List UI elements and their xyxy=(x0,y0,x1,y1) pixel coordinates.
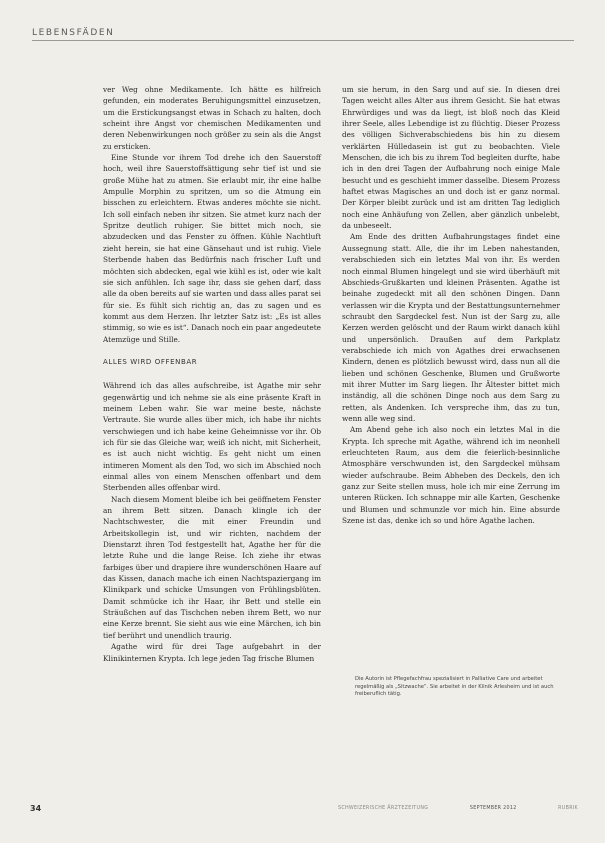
paragraph: Agathe wird für drei Tage aufgebahrt in der Klinikinternen Krypta. Ich lege jeden Tag frische Blumen xyxy=(103,642,321,663)
footer-publication: SCHWEIZERISCHE ÄRZTEZEITUNG xyxy=(338,806,429,811)
header-rule xyxy=(32,40,574,41)
footer-extra: RUBRIK xyxy=(558,806,578,811)
section-header: LEBENSFÄDEN xyxy=(32,28,115,38)
footer-issue: SEPTEMBER 2012 xyxy=(469,806,517,811)
footer xyxy=(338,806,578,811)
paragraph: Eine Stunde vor ihrem Tod drehe ich den Sauerstoff hoch, weil ihre Sauerstoffsättigung sehr tief ist und sie große Mühe hat zu atmen. Sie erlaubt mir, ihr eine halbe Ampulle Morphin zu spritzen, um so die Atmung ein bisschen zu erleichtern. Etwas anderes möchte sie nicht. Ich soll einfach neben ihr sitzen. Sie atmet kurz nach der Spritze deutlich ruhiger. Sie bittet mich noch, sie abzudecken und das Fenster zu öffnen. Kühle Nachtluft zieht herein, sie hat eine Gänsehaut und ist ruhig. Viele Sterbende haben das Bedürfnis nach frischer Luft und möchten sich abdecken, egal wie kühl es ist, oder wie kalt sie sich anfühlen. Ich sage ihr, dass sie gehen darf, dass alle da oben bereits auf sie warten und dass alles parat sei für sie. Es fühlt sich richtig an, das zu sagen und es kommt aus dem Herzen. Ihr letzter Satz ist: „Es ist alles stimmig, so wie es ist“. Danach noch ein paar angedeutete Atemzüge und Stille. xyxy=(103,153,321,344)
paragraph: ver Weg ohne Medikamente. Ich hätte es hilfreich gefunden, ein moderates Beruhigungsmittel einzusetzen, um die Erstickungsangst etwas in Schach zu halten, doch scheint ihre Angst vor chemischen Medikamenten und deren Nebenwirkungen noch größer zu sein als die Angst zu ersticken. xyxy=(103,85,321,151)
text-column-left xyxy=(103,84,321,664)
paragraph: Am Abend gehe ich also noch ein letztes Mal in die Krypta. Ich spreche mit Agathe, während ich im neonhell erleuchteten Raum, aus dem die feierlich-besinnliche Atmosphäre verschwunden ist, den Sargdeckel mühsam wieder aufschraube. Beim Abheben des Deckels, den ich ganz zur Seite stellen muss, hole ich mir eine Zerrung im unteren Rücken. Ich schnappe mir alle Karten, Geschenke und Blumen und schmunzle vor mich hin. Eine absurde Szene ist das, denke ich so und höre Agathe lachen. xyxy=(342,425,560,526)
subheading: ALLES WIRD OFFENBAR xyxy=(103,357,198,366)
paragraph: um sie herum, in den Sarg und auf sie. In diesen drei Tagen weicht alles Alter aus ihrem Gesicht. Sie hat etwas Ehrwürdiges und was da liegt, ist bloß noch das Kleid ihrer Seele, alles Lebendige ist zu flüchtig. Dieser Prozess des völligen Sichverabschiedens bis hin zu diesem verklärten Hülledasein ist gut zu beobachten. Viele Menschen, die ich bis zu ihrem Tod begleiten durfte, habe ich in den drei Tagen der Aufbahrung noch einige Male besucht und es geschieht immer dasselbe. Diesem Prozess haftet etwas Magisches an und doch ist er ganz normal. Der Körper bleibt zurück und ist am dritten Tag lediglich noch eine Anhäufung von Zellen, aber gänzlich unbelebt, da unbeseelt. xyxy=(342,85,560,231)
author-note: Die Autorin ist Pflegefachfrau spezialisiert in Palliative Care und arbeitet regelmäßig als „Sitzwache“. Sie arbeitet in der Klinik Arlesheim und ist auch freiberuflich tätig. xyxy=(355,676,554,698)
paragraph: Während ich das alles aufschreibe, ist Agathe mir sehr gegenwärtig und ich nehme sie als eine präsente Kraft in meinem Leben wahr. Sie war meine beste, nächste Vertraute. Sie wurde alles über mich, ich habe ihr nichts verschwiegen und ich habe keine Geheimnisse vor ihr. Ob ich für sie das Gleiche war, weiß ich nicht, mit Sicherheit, es ist auch nicht wichtig. Es geht nicht um einen intimeren Moment als den Tod, wo sich im Abschied noch einmal alles von einem Menschen offenbart und dem Sterbenden alles offenbar wird. xyxy=(103,381,321,493)
paragraph: Am Ende des dritten Aufbahrungstages findet eine Aussegnung statt. Alle, die ihr im Leben nahestanden, verabschieden sich ein letztes Mal von ihr. Es werden noch einmal Blumen hingelegt und sie wird überhäuft mit Abschieds-Grußkarten und kleinen Präsenten. Agathe ist beinahe zugedeckt mit all den schönen Dingen. Dann verlassen wir die Krypta und der Bestattungsunternehmer schraubt den Sargdeckel fest. Nun ist der Sarg zu, alle Kerzen werden gelöscht und der Raum wirkt danach kühl und unpersönlich. Draußen auf dem Parkplatz verabschiede ich mich von Agathes drei erwachsenen Kindern, denen es plötzlich bewusst wird, dass nun all die lieben und schönen Geschenke, Blumen und Grußworte mit ihrer Mutter im Sarg liegen. Ihr Ältester bittet mich inständig, all die schönen Dinge noch aus dem Sarg zu retten, als Andenken. Ich verspreche ihm, das zu tun, wenn alle weg sind. xyxy=(342,232,560,423)
text-column-right xyxy=(342,84,560,526)
page-number: 34 xyxy=(30,804,42,813)
paragraph: Nach diesem Moment bleibe ich bei geöffnetem Fenster an ihrem Bett sitzen. Danach klingle ich der Nachtschwester, die mit einer Freundin und Arbeitskollegin ist, und wir richten, nachdem der Dienstarzt ihren Tod festgestellt hat, Agathe her für die letzte Ruhe und die lange Reise. Ich ziehe ihr etwas farbiges über und drapiere ihre wunderschönen Haare auf das Kissen, danach mache ich einen Nachtspaziergang im Klinikpark und schicke Umsungen von Frühlingsblüten. Damit schmücke ich ihr Haar, ihr Bett und stelle ein Sträußchen auf das Tischchen neben ihrem Bett, wo nur eine Kerze brennt. Sie sieht aus wie eine Märchen, ich bin tief berührt und unendlich traurig. xyxy=(103,494,321,640)
